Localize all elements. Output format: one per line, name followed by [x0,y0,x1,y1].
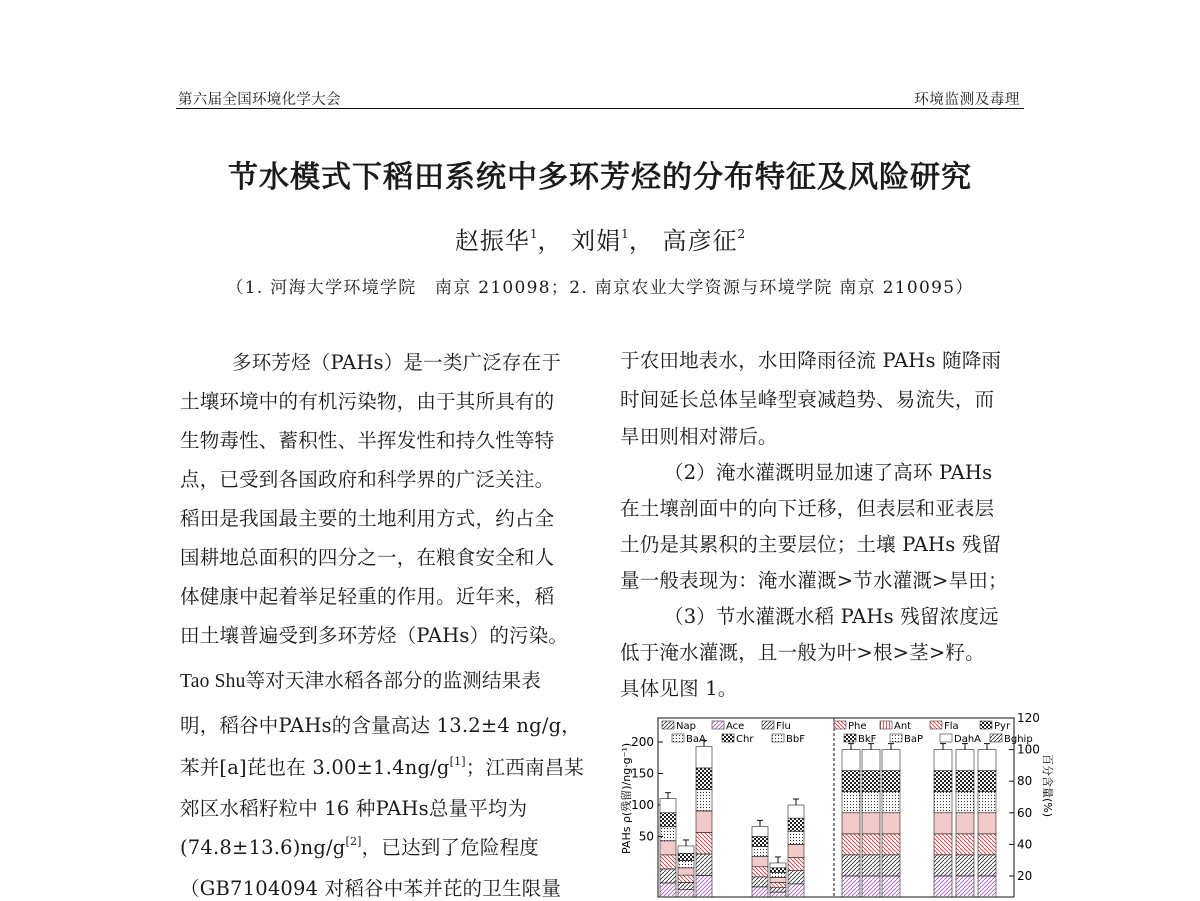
legend-label: Flu [776,721,791,732]
author-affil-mark: 2 [737,227,746,241]
body-line: （GB7104094 对稻谷中苯并芘的卫生限量 [180,877,562,900]
bar-segment [934,876,952,897]
running-header-left: 第六届全国环境化学大会 [178,92,341,108]
body-line: 郊区水稻籽粒中 16 种PAHs总量平均为 [180,797,528,820]
body-line [180,752,584,780]
body-line: Tao Shu等对天津水稻各部分的监测结果表 [180,671,542,692]
body-line: 田土壤普遍受到多环芳烃（PAHs）的污染。 [180,624,569,647]
body-line: 多环芳烃（PAHs）是一类广泛存在于 [232,351,562,374]
bar-segment [934,750,952,771]
legend-label: Fla [944,721,959,732]
bar-segment [770,873,786,878]
legend-swatch [880,721,892,729]
bar-segment [956,834,974,855]
bar-segment [934,813,952,834]
legend-swatch [890,734,902,742]
bar-segment [842,855,860,876]
bar-segment [752,847,768,857]
y2-tick-label: 100 [1017,742,1040,757]
bar-segment [862,792,880,813]
bar-segment [956,750,974,771]
bar-segment [978,834,996,855]
bar-segment [660,883,676,897]
y-tick-label: 50 [638,829,654,844]
bar-segment [862,750,880,771]
header-rule [176,108,1024,109]
bar-segment [956,813,974,834]
bar-segment [678,875,694,882]
legend-label: BaA [686,734,706,745]
bar-segment [978,813,996,834]
legend-label: Nap [676,721,696,732]
legend-swatch [990,734,1002,742]
bar-segment [842,813,860,834]
legend-label: BaP [904,734,924,745]
bar-segment [842,771,860,792]
bar-segment [696,811,712,833]
legend-swatch [722,734,734,742]
legend-label: Pyr [994,721,1011,732]
legend-label: Ace [726,721,745,732]
bar-segment [678,853,694,860]
bar-segment [696,832,712,854]
author-list [0,221,1200,256]
y2-tick-label: 120 [1017,711,1040,725]
y2-tick-label: 40 [1017,837,1033,852]
chart-bars [660,740,996,897]
legend-swatch [930,721,942,729]
running-header-right: 环境监测及毒理 [914,92,1020,108]
bar-segment [842,792,860,813]
bar-segment [696,854,712,876]
legend-label: BkF [858,734,877,745]
bar-segment [678,861,694,868]
body-line: 于农田地表水，水田降雨径流 PAHs 随降雨 [620,349,1002,372]
chart-legend [662,721,1033,745]
y-tick-label: 150 [631,766,654,781]
bar-segment [978,855,996,876]
author-separator: ， [628,227,654,255]
bar-segment [752,867,768,877]
bar-segment [842,750,860,771]
bar-segment [678,846,694,853]
bar-segment [956,792,974,813]
bar-segment [696,768,712,790]
bar-segment [934,834,952,855]
body-line: 在土壤剖面中的向下迁移，但表层和亚表层 [620,497,995,520]
legend-label: BbF [786,734,805,745]
bar-segment [752,887,768,897]
author-separator: ， [537,227,563,255]
legend-swatch [662,721,674,729]
legend-label: Bghip [1004,734,1033,745]
bar-segment [882,750,900,771]
bar-segment [862,813,880,834]
body-line: 旱田则相对滞后。 [620,425,778,448]
body-text: ，已达到了危险程度 [361,836,539,859]
paper-title: 节水模式下稻田系统中多环芳烃的分布特征及风险研究 [228,160,972,195]
pahs-chart [612,704,1052,897]
bar-segment [788,884,804,897]
legend-label: Chr [736,734,754,745]
legend-swatch [940,734,952,742]
bar-segment [956,876,974,897]
body-line: 体健康中起着举足轻重的作用。近年来，稻 [180,585,555,608]
bar-segment [660,827,676,841]
body-line: 低于淹水灌溉，且一般为叶>根>茎>籽。 [620,641,985,664]
bar-segment [978,876,996,897]
citation-mark: [1] [449,755,466,768]
bar-segment [770,863,786,868]
bar-segment [862,855,880,876]
bar-segment [752,877,768,887]
bar-segment [882,834,900,855]
legend-swatch [772,734,784,742]
bar-segment [882,792,900,813]
bar-segment [770,892,786,897]
bar-segment [978,792,996,813]
bar-segment [678,868,694,875]
bar-segment [678,882,694,889]
body-line: 明，稻谷中PAHs的含量高达 13.2±4 ng/g， [180,714,581,737]
bar-segment [862,834,880,855]
y2-axis-label: 百分含量(%) [1041,754,1054,818]
bar-segment [770,878,786,883]
legend-swatch [712,721,724,729]
y2-tick-label: 80 [1017,774,1033,789]
body-line: （2）淹水灌溉明显加速了高环 PAHs [664,461,993,484]
bar-segment [696,746,712,768]
body-line: （3）节水灌溉水稻 PAHs 残留浓度远 [664,605,999,628]
bar-segment [770,887,786,892]
legend-swatch [672,734,684,742]
legend-swatch [762,721,774,729]
bar-segment [696,875,712,897]
affiliation: （1. 河海大学环境学院 南京 210098；2. 南京农业大学资源与环境学院 南京 210095） [226,278,974,298]
body-line: 土仍是其累积的主要层位；土壤 PAHs 残留 [620,533,1002,556]
bar-segment [788,805,804,818]
bar-segment [934,855,952,876]
author-affil-mark: 1 [621,227,629,241]
body-text: 苯并[a]芘也在 3.00±1.4ng/g [180,756,450,779]
bar-segment [788,844,804,857]
legend-label: Phe [848,721,867,732]
author-affil-mark: 1 [529,227,538,241]
bar-segment [842,834,860,855]
body-line: 稻田是我国最主要的土地利用方式，约占全 [180,507,555,530]
legend-swatch [844,734,856,742]
body-text: ；江西南昌某 [465,756,584,779]
body-line [180,832,539,860]
y2-tick-label: 20 [1017,869,1033,883]
bar-segment [660,813,676,827]
bar-segment [934,771,952,792]
bar-segment [882,876,900,897]
body-line: 土壤环境中的有机污染物，由于其所具有的 [180,390,555,413]
body-text: (74.8±13.6)ng/g [180,836,346,859]
author-name: 刘娟 [571,227,622,255]
legend-swatch [980,721,992,729]
bar-segment [752,857,768,867]
legend-swatch [834,721,846,729]
bar-segment [978,771,996,792]
body-line: 量一般表现为：淹水灌溉>节水灌溉>旱田； [620,569,1008,592]
bar-segment [660,869,676,883]
bar-segment [752,837,768,847]
body-line: 时间延长总体呈峰型衰减趋势、易流失，而 [620,388,995,411]
bar-segment [956,771,974,792]
bar-segment [770,882,786,887]
bar-segment [752,826,768,836]
bar-segment [788,831,804,844]
bar-segment [770,868,786,873]
author-name: 高彦征 [662,227,738,255]
bar-segment [696,789,712,811]
bar-segment [788,818,804,831]
figure-1 [612,704,1052,897]
bar-segment [788,858,804,871]
legend-label: Ant [894,721,912,732]
y-axis-label: PAHs ρ(残留)/ng·g⁻¹) [620,742,633,854]
bar-segment [882,813,900,834]
bar-segment [660,841,676,855]
body-line: 国耕地总面积的四分之一，在粮食安全和人 [180,546,555,569]
y2-tick-label: 60 [1017,805,1033,820]
bar-segment [862,876,880,897]
bar-segment [660,799,676,813]
bar-segment [788,871,804,884]
y-tick-label: 100 [631,798,654,812]
bar-segment [934,792,952,813]
bar-segment [678,890,694,897]
body-line: 点，已受到各国政府和科学界的广泛关注。 [180,468,555,491]
y-tick-label: 200 [631,735,654,749]
bar-segment [882,771,900,792]
bar-segment [978,750,996,771]
author-name: 赵振华 [454,227,530,255]
body-line: 生物毒性、蓄积性、半挥发性和持久性等特 [180,429,555,452]
bar-segment [842,876,860,897]
legend-label: DahA [954,734,982,745]
body-line: 具体见图 1。 [620,677,738,700]
bar-segment [882,855,900,876]
citation-mark: [2] [345,835,362,848]
bar-segment [862,771,880,792]
bar-segment [956,855,974,876]
bar-segment [660,855,676,869]
